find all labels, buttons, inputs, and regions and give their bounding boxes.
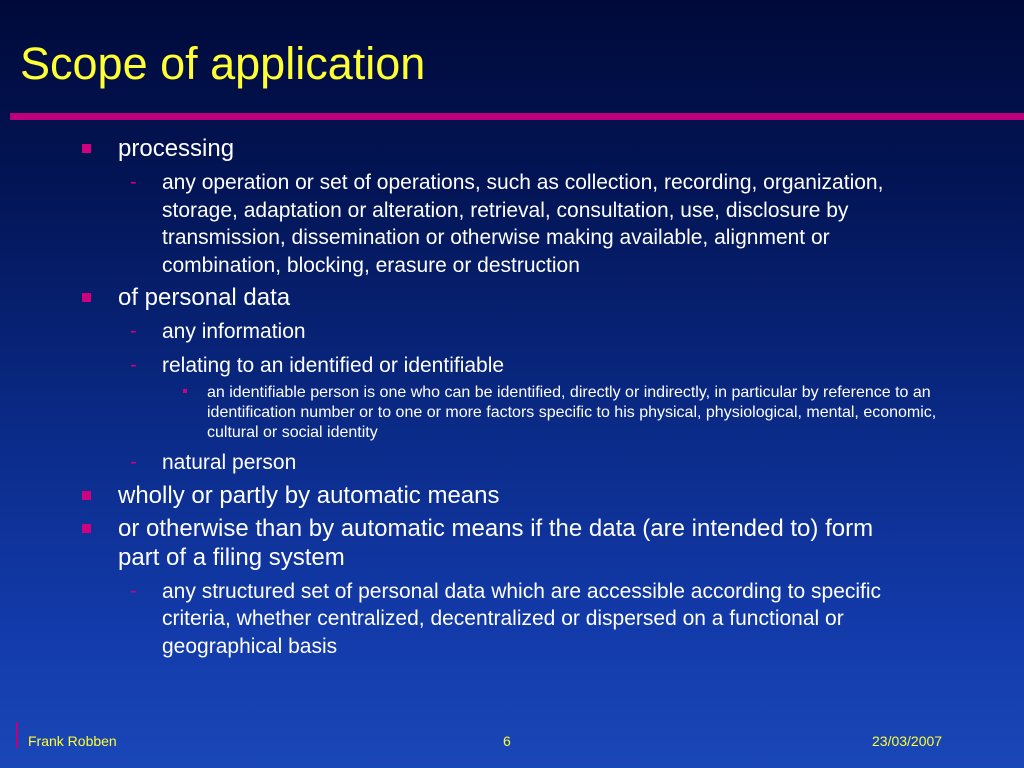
square-bullet-icon <box>82 144 91 153</box>
sub-bullet-item <box>0 449 922 477</box>
dash-bullet-icon: - <box>130 171 137 193</box>
sub-sub-bullet-item <box>0 383 947 443</box>
square-bullet-icon <box>82 293 91 302</box>
dash-bullet-icon: - <box>130 579 137 602</box>
sub-sub-bullet-text: an identifiable person is one who can be identified, directly or indirectly, in particular by reference to an identification number or to one or more factors specific to his physical, physiological, mental, economic, cultural or social identity <box>207 384 937 441</box>
footer-accent-bar <box>16 722 18 748</box>
sub-bullet-text: any information <box>162 320 306 343</box>
bullet-text: processing <box>118 135 235 162</box>
dash-bullet-icon: - <box>130 353 137 376</box>
bullet-item-automatic-means <box>0 481 898 510</box>
sub-bullet-text: any structured set of personal data which are accessible according to specific criteria, whether centralized, decentralized or dispersed on a functional or geographical basis <box>162 579 882 658</box>
footer-date: 23/03/2007 <box>872 733 943 749</box>
footer-author: Frank Robben <box>28 733 117 749</box>
bullet-text: or otherwise than by automatic means if the data (are intended to) form part of a filing system <box>118 514 874 571</box>
bullet-item-personal-data <box>0 283 898 312</box>
sub-bullet-item <box>0 578 922 661</box>
sub-bullet-item <box>0 352 922 380</box>
dash-bullet-icon: - <box>130 320 137 342</box>
dash-bullet-icon: - <box>130 451 137 473</box>
bullet-text: of personal data <box>118 284 291 311</box>
title-divider <box>10 113 1024 120</box>
square-bullet-icon <box>82 524 91 533</box>
sub-bullet-item <box>0 318 922 346</box>
sub-bullet-text: any operation or set of operations, such as collection, recording, organization, storage, adaptation or alteration, retrieval, consultation, use, disclosure by transmission, dissemination or otherwise making available, alignment or combination, blocking, erasure or destruction <box>162 171 884 277</box>
sub-bullet-text: relating to an identified or identifiable <box>162 353 505 377</box>
footer-page-number: 6 <box>503 733 511 749</box>
bullet-item-processing <box>0 134 898 163</box>
slide-title: Scope of application <box>20 38 426 89</box>
small-square-bullet-icon <box>183 389 187 393</box>
sub-bullet-text: natural person <box>162 451 297 474</box>
slide-content <box>0 130 1024 660</box>
bullet-item-filing-system <box>0 514 898 572</box>
square-bullet-icon <box>82 491 91 500</box>
sub-bullet-item <box>0 169 922 279</box>
bullet-text: wholly or partly by automatic means <box>118 481 500 509</box>
